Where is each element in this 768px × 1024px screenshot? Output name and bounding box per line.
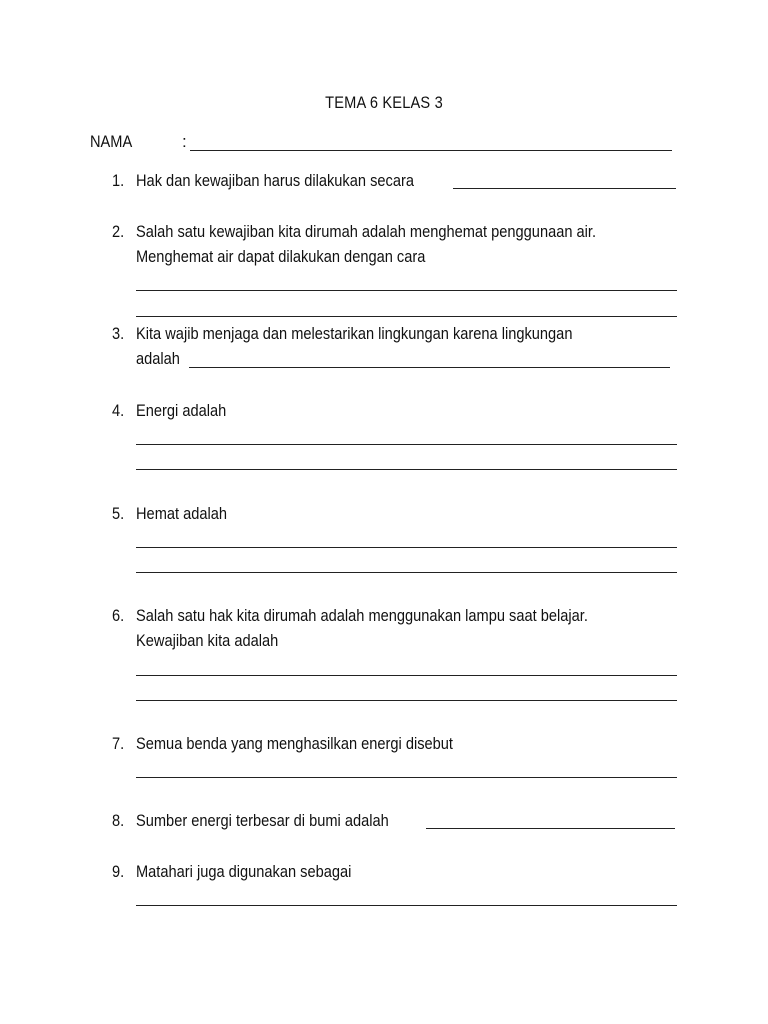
answer-line[interactable] (136, 444, 677, 445)
answer-line[interactable] (136, 675, 677, 676)
question-text-line-2: Kewajiban kita adalah (136, 631, 279, 650)
name-colon: : (182, 132, 187, 151)
question-text: Kita wajib menjaga dan melestarikan lingkungan karena lingkungan (136, 324, 573, 343)
answer-line[interactable] (136, 572, 677, 573)
page-title: TEMA 6 KELAS 3 (325, 93, 443, 112)
question-number: 7. (112, 734, 125, 753)
question-text: Hemat adalah (136, 504, 228, 523)
question-number: 4. (112, 401, 125, 420)
answer-line[interactable] (453, 188, 676, 189)
question-text-line-2: adalah (136, 349, 180, 368)
name-field-row (90, 132, 672, 154)
name-label: NAMA (90, 132, 133, 151)
question-number: 3. (112, 324, 125, 343)
answer-line[interactable] (189, 367, 670, 368)
question-text: Hak dan kewajiban harus dilakukan secara (136, 171, 414, 190)
answer-line[interactable] (136, 700, 677, 701)
answer-line[interactable] (136, 316, 677, 317)
question-text: Energi adalah (136, 401, 227, 420)
answer-line[interactable] (426, 828, 675, 829)
question-number: 1. (112, 171, 125, 190)
question-number: 2. (112, 222, 125, 241)
question-text: Matahari juga digunakan sebagai (136, 862, 352, 881)
answer-line[interactable] (136, 547, 677, 548)
question-text: Salah satu kewajiban kita dirumah adalah menghemat penggunaan air. (136, 222, 597, 241)
name-answer-line[interactable] (190, 150, 672, 151)
answer-line[interactable] (136, 905, 677, 906)
question-number: 8. (112, 811, 125, 830)
question-text: Sumber energi terbesar di bumi adalah (136, 811, 389, 830)
question-number: 6. (112, 606, 125, 625)
question-text-line-2: Menghemat air dapat dilakukan dengan cara (136, 247, 426, 266)
question-number: 5. (112, 504, 125, 523)
question-text: Salah satu hak kita dirumah adalah menggunakan lampu saat belajar. (136, 606, 588, 625)
question-text: Semua benda yang menghasilkan energi disebut (136, 734, 453, 753)
answer-line[interactable] (136, 290, 677, 291)
answer-line[interactable] (136, 469, 677, 470)
answer-line[interactable] (136, 777, 677, 778)
question-number: 9. (112, 862, 125, 881)
